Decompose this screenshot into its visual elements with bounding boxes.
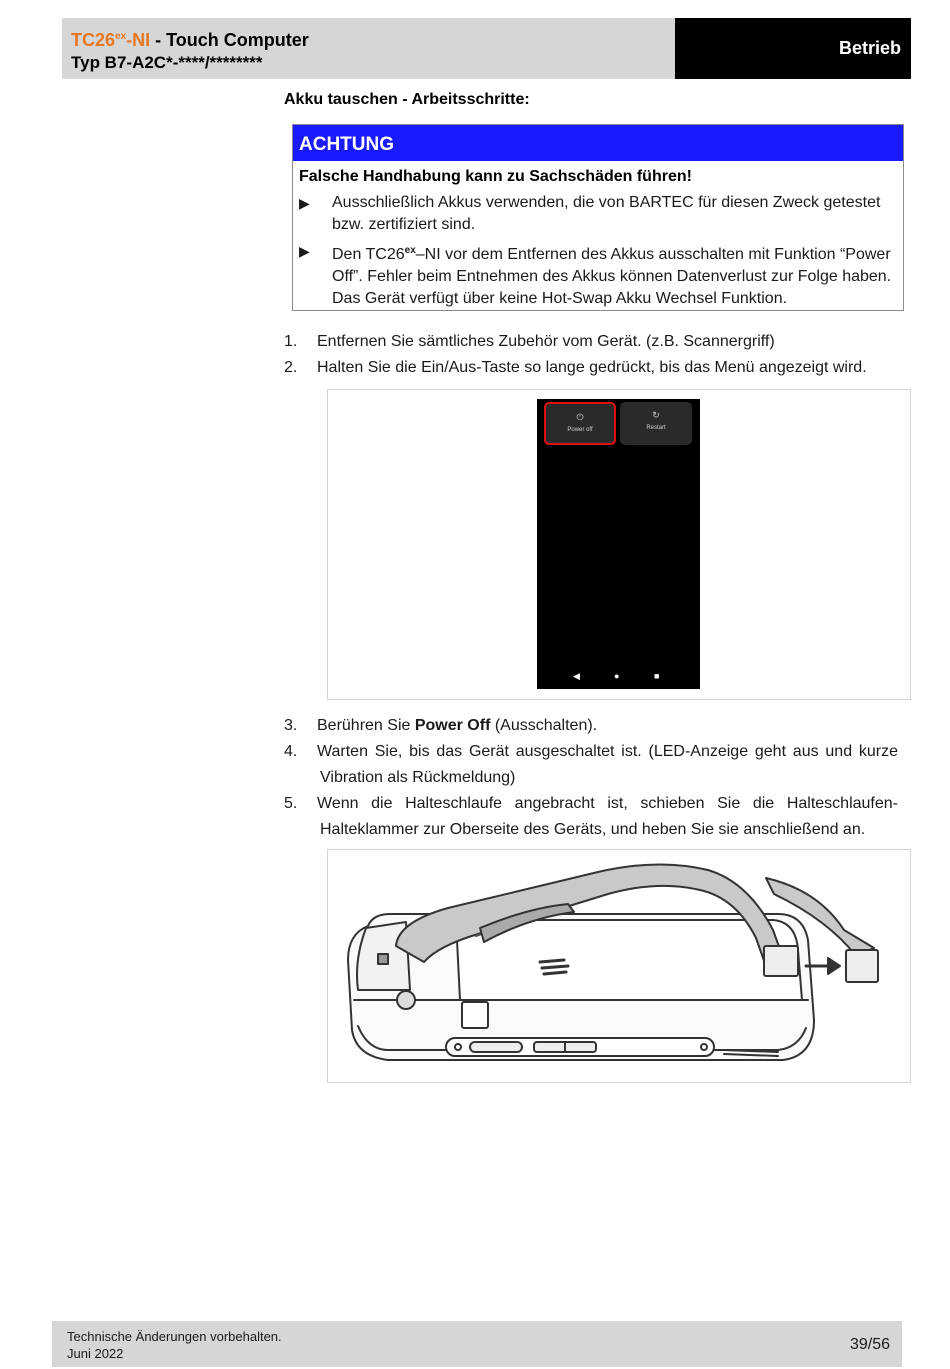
header-section-label: Betrieb (675, 18, 911, 79)
restart-icon: ↻ (652, 410, 660, 420)
section-title: Akku tauschen - Arbeitsschritte: (284, 91, 530, 108)
document-header (62, 18, 675, 79)
phone-screen-illustration (537, 399, 700, 689)
steps-list-a (284, 329, 898, 381)
power-off-button: ⏻ Power off (544, 402, 616, 445)
page-number: 39/56 (849, 1336, 890, 1353)
recents-icon: ■ (654, 671, 660, 681)
warning-item: ▶ Den $TC26^{ex}-NI$ vor dem Entfernen des Akkus ausschalten mit Funktion “Power Off”. Fehler beim Entnehmen des Akkus können Datenverlust zur Folge haben. Das Gerät verfügt über keine Hot-Swap Akku Wechsel Funktion. (299, 240, 895, 310)
phone-nav-bar (537, 671, 700, 683)
footer-date: Juni 2022 (67, 1346, 124, 1361)
back-icon: ◀ (573, 671, 580, 681)
warning-item: ▶ Ausschließlich Akkus verwenden, die von BARTEC für diesen Zweck getestet bzw. zertifiziert sind. (299, 192, 895, 236)
power-icon: ⏻ (576, 412, 584, 422)
bullet-triangle-icon: ▶ (299, 243, 310, 259)
bullet-triangle-icon: ▶ (299, 195, 310, 211)
document-footer (52, 1321, 902, 1367)
restart-button: ↻ Restart (620, 402, 692, 445)
list-item: 1. Entfernen Sie sämtliches Zubehör vom Gerät. (z.B. Scannergriff) (284, 333, 775, 350)
footer-disclaimer: Technische Änderungen vorbehalten. (67, 1329, 282, 1344)
warning-box (292, 124, 904, 311)
brand-name: $TC26^{ex}-NI$ (71, 30, 151, 50)
warning-heading: ACHTUNG (293, 125, 903, 161)
list-item: 4. Warten Sie, bis das Gerät ausgeschaltet ist. (LED-Anzeige geht aus und kurze Vibration als Rückmeldung) (284, 743, 898, 786)
device-strap-illustration (328, 850, 910, 1082)
hand-strap-figure (327, 849, 911, 1083)
home-icon: ● (614, 671, 620, 681)
list-item: 3. Berühren Sie Power Off (Ausschalten). (284, 717, 598, 734)
header-type: Typ B7-A2C*-****/******** (71, 53, 263, 72)
list-item: 5. Wenn die Halteschlaufe angebracht ist, schieben Sie die Halteschlaufen- Halteklammer zur Oberseite des Geräts, und heben Sie sie anschließend an. (284, 795, 898, 838)
steps-list-b (284, 713, 898, 843)
warning-subheading: Falsche Handhabung kann zu Sachschäden führen! (299, 168, 692, 185)
list-item: 2. Halten Sie die Ein/Aus-Taste so lange gedrückt, bis das Menü angezeigt wird. (284, 359, 867, 376)
header-title: $TC26^{ex}-NI$ - Touch Computer (71, 30, 309, 50)
